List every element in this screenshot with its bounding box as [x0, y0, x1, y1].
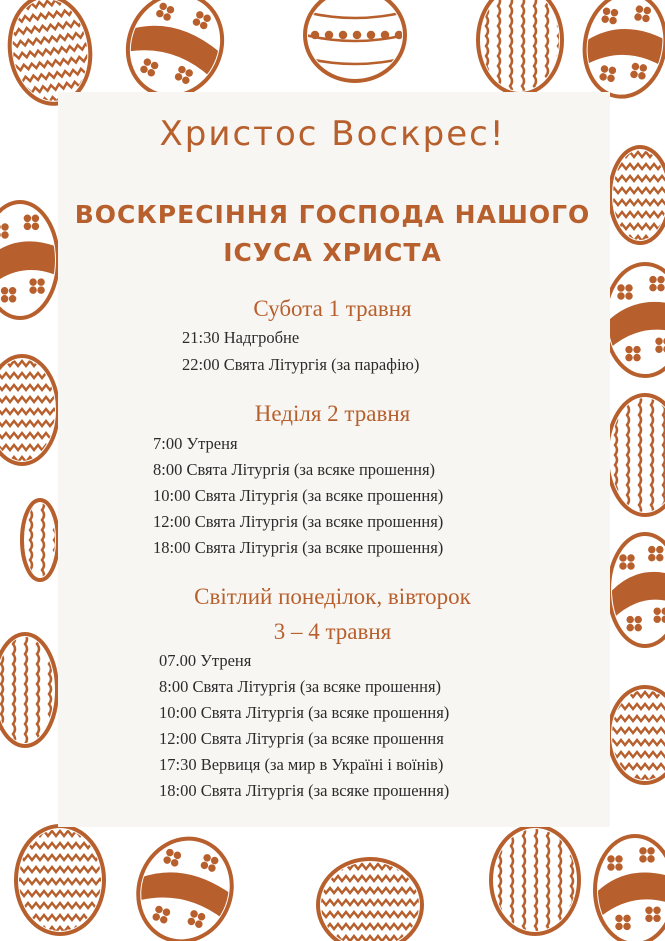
event-item: 07.00 Утреня — [159, 651, 252, 670]
event-item: 18:00 Свята Літургія (за всяке прошення) — [159, 781, 450, 800]
easter-egg-icon — [305, 0, 405, 81]
sunday-heading: Неділя 2 травня — [254, 401, 411, 426]
event-item: 18:00 Свята Літургія (за всяке прошення) — [153, 538, 444, 557]
event-item: 10:00 Свята Літургія (за всяке прошення) — [159, 703, 450, 722]
event-item: 22:00 Свята Літургія (за парафію) — [182, 355, 420, 374]
title-line-1: ВОСКРЕСІННЯ ГОСПОДА НАШОГО — [74, 200, 591, 229]
bright-week-heading: Світлий понеділок, вівторок — [194, 584, 471, 609]
event-item: 8:00 Свята Літургія (за всяке прошення) — [153, 460, 436, 479]
greeting: Христос Воскрес! — [159, 114, 506, 154]
easter-egg-icon — [491, 826, 579, 936]
easter-egg-icon — [318, 859, 422, 941]
easter-egg-icon — [609, 687, 665, 783]
easter-egg-icon — [16, 826, 104, 934]
easter-egg-icon — [478, 0, 562, 96]
easter-egg-icon — [22, 500, 58, 580]
bright-week-dates: 3 – 4 травня — [273, 619, 392, 644]
easter-egg-icon — [124, 825, 246, 941]
event-item: 12:00 Свята Літургія (за всяке прошення — [159, 729, 444, 748]
easter-egg-icon — [0, 634, 57, 754]
event-item: 17:30 Вервиця (за мир в Україні і воїнів) — [159, 755, 444, 774]
event-item: 12:00 Свята Літургія (за всяке прошення) — [153, 512, 444, 531]
event-item: 8:00 Свята Літургія (за всяке прошення) — [159, 677, 442, 696]
saturday-heading: Субота 1 травня — [253, 296, 412, 321]
event-item: 7:00 Утреня — [153, 434, 238, 453]
event-item: 10:00 Свята Літургія (за всяке прошення) — [153, 486, 444, 505]
title-line-2: ІСУСА ХРИСТА — [223, 238, 442, 267]
event-item: 21:30 Надгробне — [182, 328, 300, 347]
easter-egg-icon — [577, 0, 665, 103]
easter-egg-icon — [595, 836, 665, 941]
